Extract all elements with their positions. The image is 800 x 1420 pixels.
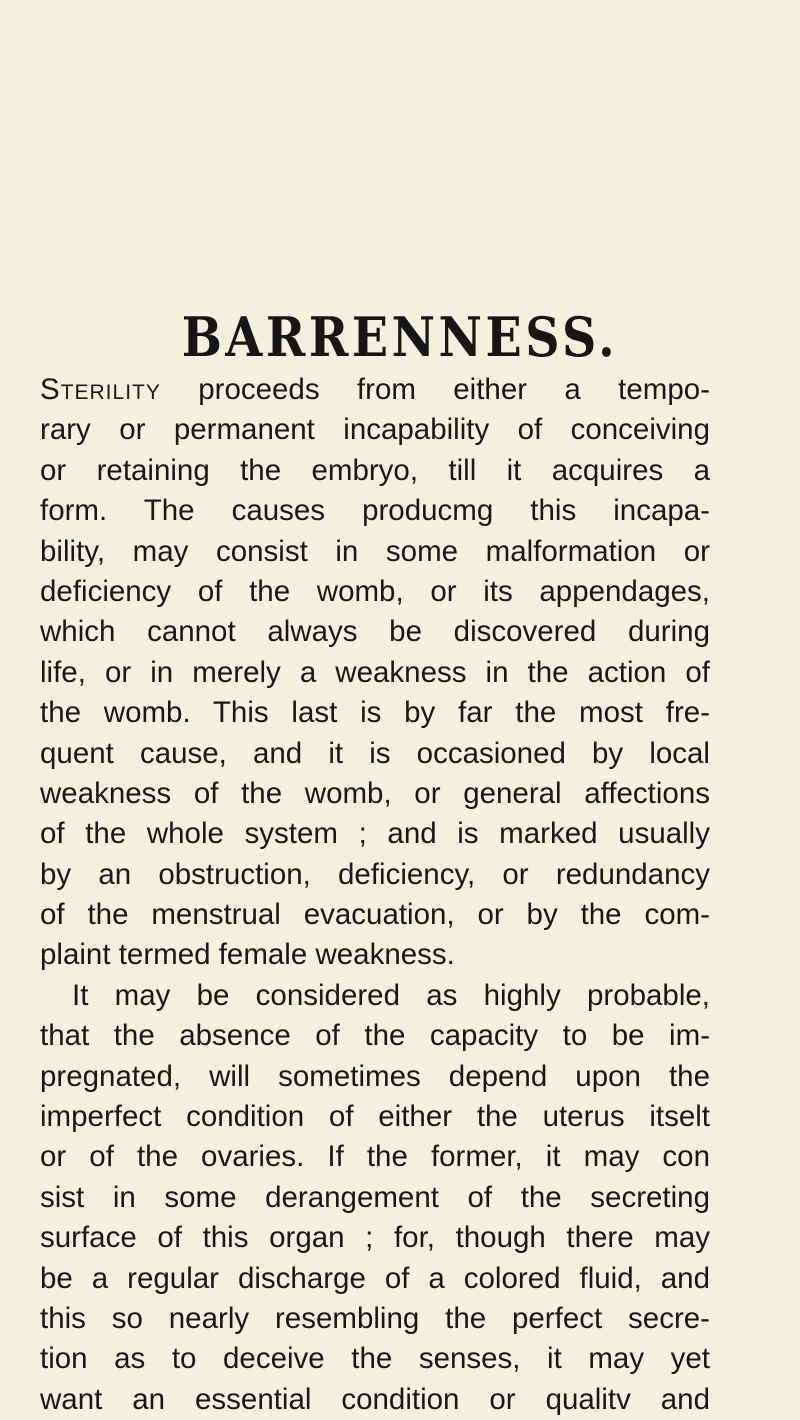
text-line: deficiency of the womb, or its appendages, [40,574,710,608]
text-line: life, or in merely a weakness in the action of [40,655,710,689]
text-line: of the whole system ; and is marked usually [40,817,710,851]
text-line: rary or permanent incapability of conceiving [40,413,710,447]
text-line: surface of this organ ; for, though there may [40,1221,710,1255]
text-line: weakness of the womb, or general affections [40,776,710,810]
text-line-content: proceeds from either a tempo- [160,373,710,406]
text-line: this so nearly resembling the perfect secre- [40,1301,710,1335]
text-line: that the absence of the capacity to be im- [40,1019,710,1053]
text-line: plaint termed female weakness. [40,938,455,972]
text-line: It may be considered as highly probable, [72,978,710,1012]
lead-word: Sterility [40,373,161,406]
text-line: pregnated, will sometimes depend upon the [40,1059,710,1093]
text-line: or retaining the embryo, till it acquires a [40,453,710,487]
text-line: be a regular discharge of a colored fluid, and [40,1261,710,1295]
text-line: quent cause, and it is occasioned by local [40,736,710,770]
text-line: or of the ovaries. If the former, it may con [40,1140,710,1174]
text-line: tion as to deceive the senses, it may yet [40,1342,710,1376]
text-line: form. The causes producmg this incapa- [40,494,710,528]
text-line: want an essential condition or qualitv and [40,1382,710,1416]
text-line [40,370,710,410]
chapter-heading: BARRENNESS. [181,305,619,369]
text-line: of the menstrual evacuation, or by the com- [40,898,710,932]
text-line: the womb. This last is by far the most fre- [40,696,710,730]
text-line: imperfect condition of either the uterus itselt [40,1100,710,1134]
body-text [40,370,710,1420]
text-line: which cannot always be discovered during [40,615,710,649]
text-line: bility, may consist in some malformation or [40,534,710,568]
text-line: sist in some derangement of the secreting [40,1180,710,1214]
text-line: by an obstruction, deficiency, or redundancy [40,857,710,891]
